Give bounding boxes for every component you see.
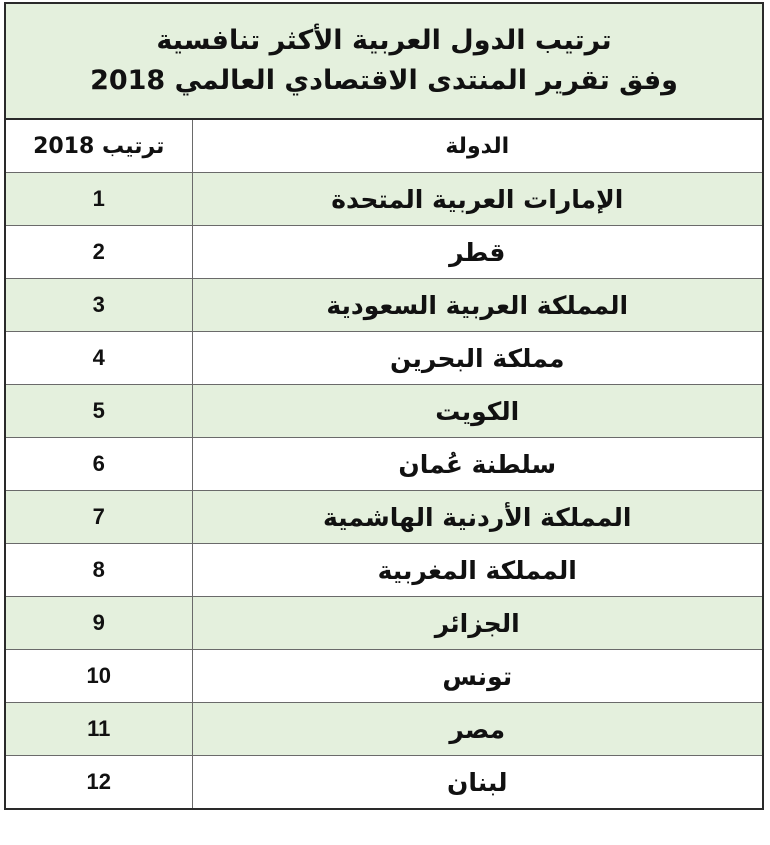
country-cell: مملكة البحرين <box>192 332 762 385</box>
table-body <box>6 173 762 809</box>
table-row <box>6 703 762 756</box>
table-row <box>6 438 762 491</box>
rank-column-header: ترتيب 2018 <box>6 120 192 173</box>
table-row <box>6 650 762 703</box>
country-cell: المملكة الأردنية الهاشمية <box>192 491 762 544</box>
country-cell: لبنان <box>192 756 762 809</box>
table-row <box>6 544 762 597</box>
country-cell: قطر <box>192 226 762 279</box>
country-column-header: الدولة <box>192 120 762 173</box>
rank-cell: 1 <box>6 173 192 226</box>
table-row <box>6 226 762 279</box>
country-cell: الكويت <box>192 385 762 438</box>
country-cell: المملكة العربية السعودية <box>192 279 762 332</box>
country-cell: تونس <box>192 650 762 703</box>
rank-cell: 6 <box>6 438 192 491</box>
table-row <box>6 385 762 438</box>
ranking-table <box>6 120 762 808</box>
rank-cell: 2 <box>6 226 192 279</box>
rank-cell: 3 <box>6 279 192 332</box>
country-cell: سلطنة عُمان <box>192 438 762 491</box>
country-cell: المملكة المغربية <box>192 544 762 597</box>
rank-cell: 4 <box>6 332 192 385</box>
country-cell: مصر <box>192 703 762 756</box>
table-row <box>6 756 762 809</box>
country-cell: الجزائر <box>192 597 762 650</box>
table-row <box>6 332 762 385</box>
rank-cell: 10 <box>6 650 192 703</box>
table-row <box>6 279 762 332</box>
rank-cell: 8 <box>6 544 192 597</box>
table-header-row <box>6 120 762 173</box>
table-row <box>6 491 762 544</box>
rank-cell: 11 <box>6 703 192 756</box>
rank-cell: 5 <box>6 385 192 438</box>
rank-cell: 12 <box>6 756 192 809</box>
ranking-sheet <box>4 2 764 810</box>
rank-cell: 9 <box>6 597 192 650</box>
title-box <box>6 4 762 120</box>
country-cell: الإمارات العربية المتحدة <box>192 173 762 226</box>
rank-cell: 7 <box>6 491 192 544</box>
title-line-2: وفق تقرير المنتدى الاقتصادي العالمي 2018 <box>90 65 678 96</box>
title-line-1: ترتيب الدول العربية الأكثر تنافسية <box>156 25 612 56</box>
table-row <box>6 173 762 226</box>
table-row <box>6 597 762 650</box>
